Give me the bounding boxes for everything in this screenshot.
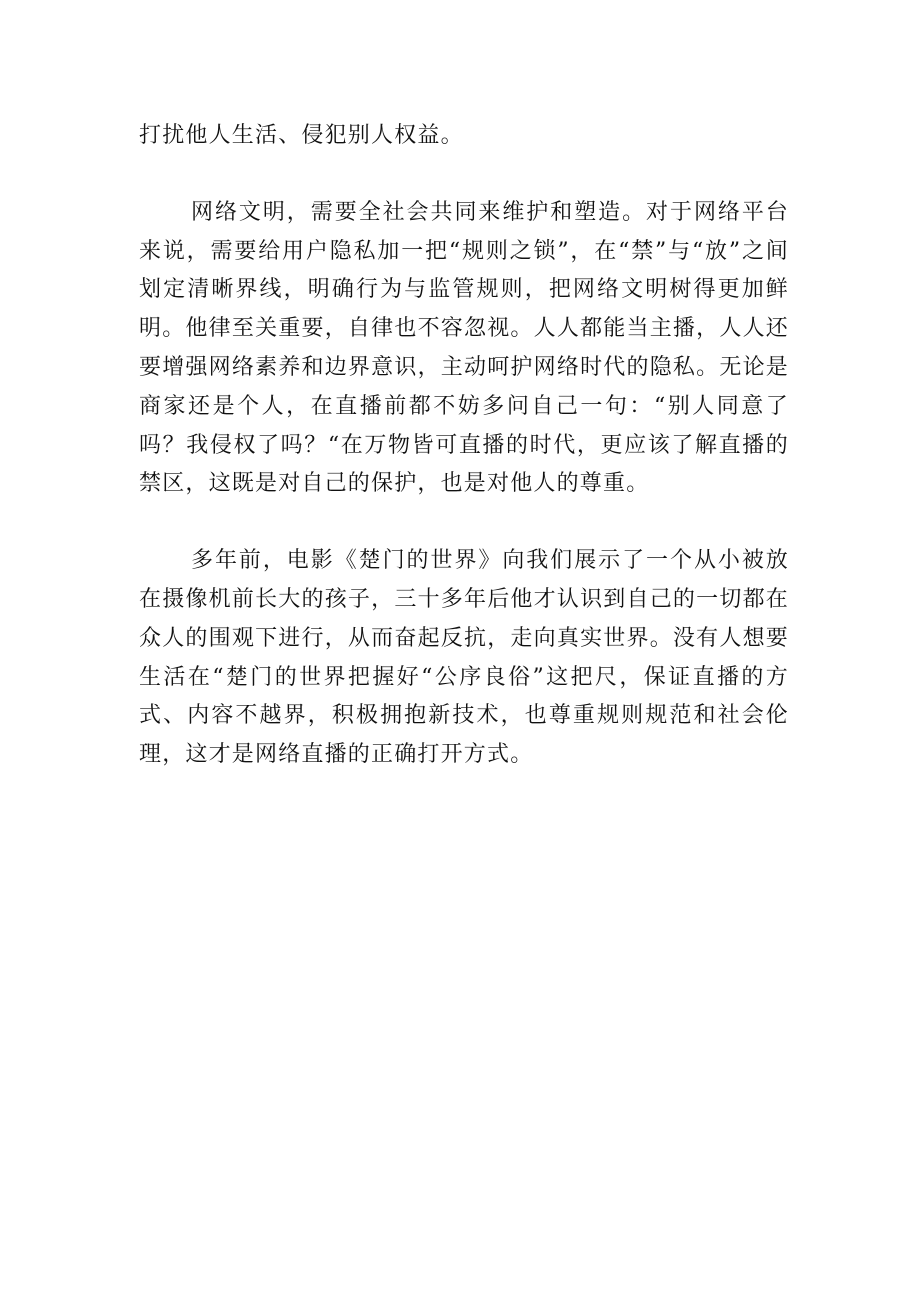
- paragraph-gap: [139, 504, 789, 542]
- paragraph-truman-show: 多年前，电影《楚门的世界》向我们展示了一个从小被放在摄像机前长大的孩子，三十多年后他才认识到自己的一切都在众人的围观下进行，从而奋起反抗，走向真实世界。没有人想要生活在“楚门的世界把握好“公序良俗”这把尺，保证直播的方式、内容不越界，积极拥抱新技术，也尊重规则规范和社会伦理，这才是网络直播的正确打开方式。: [139, 548, 789, 768]
- paragraph-gap: [139, 156, 789, 194]
- paragraph-network-civility: 网络文明，需要全社会共同来维护和塑造。对于网络平台来说，需要给用户隐私加一把“规则之锁”，在“禁”与“放”之间划定清晰界线，明确行为与监管规则，把网络文明树得更加鲜明。他律至关重要，自律也不容忽视。人人都能当主播，人人还要增强网络素养和边界意识，主动呵护网络时代的隐私。无论是商家还是个人，在直播前都不妨多问自己一句：“别人同意了吗？我侵权了吗？“在万物皆可直播的时代，更应该了解直播的禁区，这既是对自己的保护，也是对他人的尊重。: [139, 199, 789, 497]
- paragraph-continuation: 打扰他人生活、侵犯别人权益。: [139, 123, 464, 148]
- document-body: [139, 117, 789, 775]
